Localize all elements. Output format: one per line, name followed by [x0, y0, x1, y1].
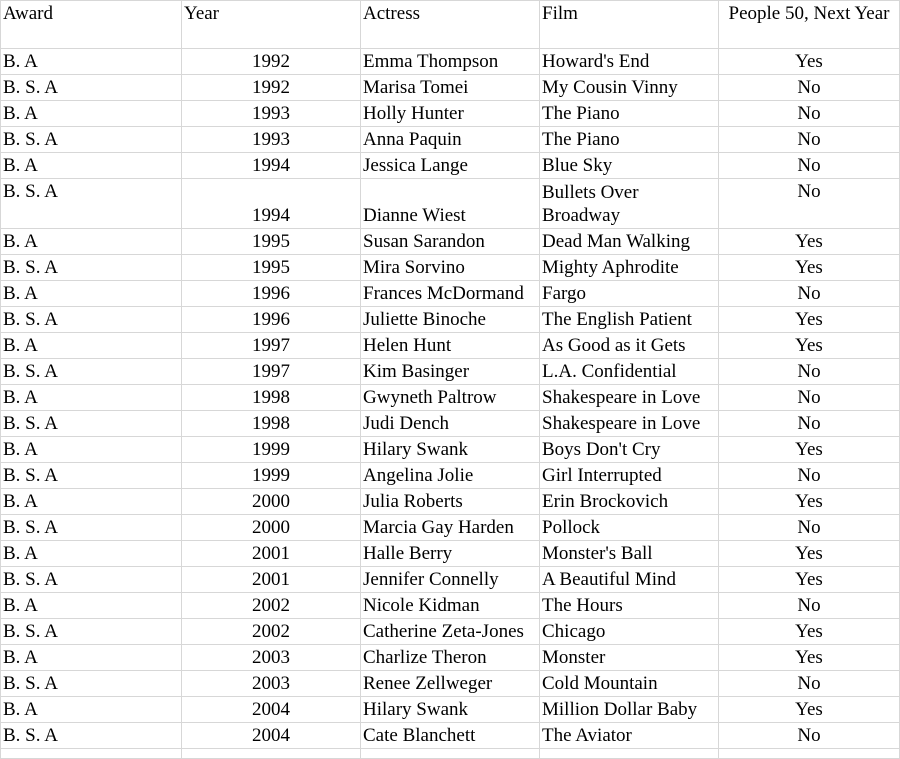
actress-cell: Helen Hunt [361, 333, 540, 359]
people-50-next-year-cell: No [719, 127, 900, 153]
actress-cell: Emma Thompson [361, 49, 540, 75]
year-cell: 1992 [182, 75, 361, 101]
award-cell: B. S. A [0, 307, 182, 333]
actress-cell: Jessica Lange [361, 153, 540, 179]
film-cell: Girl Interrupted [540, 463, 719, 489]
film-cell: Chicago [540, 619, 719, 645]
people-50-next-year-cell: No [719, 515, 900, 541]
film-cell: The Aviator [540, 723, 719, 749]
year-cell: 1994 [182, 153, 361, 179]
actress-cell: Hilary Swank [361, 697, 540, 723]
actress-cell: Julia Roberts [361, 489, 540, 515]
actress-cell: Halle Berry [361, 541, 540, 567]
year-cell: 1998 [182, 411, 361, 437]
year-cell: 2003 [182, 671, 361, 697]
table-edge [719, 749, 900, 759]
year-cell: 1995 [182, 229, 361, 255]
actress-cell: Juliette Binoche [361, 307, 540, 333]
people-50-next-year-cell: Yes [719, 489, 900, 515]
film-cell: The Piano [540, 127, 719, 153]
people-50-next-year-cell: Yes [719, 333, 900, 359]
actress-cell: Dianne Wiest [361, 179, 540, 229]
actress-cell: Judi Dench [361, 411, 540, 437]
film-cell: Erin Brockovich [540, 489, 719, 515]
people-50-next-year-cell: Yes [719, 541, 900, 567]
actress-cell: Cate Blanchett [361, 723, 540, 749]
people-50-next-year-cell: No [719, 281, 900, 307]
header-actress: Actress [361, 0, 540, 49]
award-cell: B. A [0, 153, 182, 179]
actress-cell: Charlize Theron [361, 645, 540, 671]
year-cell: 2004 [182, 723, 361, 749]
film-cell: The Hours [540, 593, 719, 619]
year-cell: 1993 [182, 101, 361, 127]
actress-cell: Frances McDormand [361, 281, 540, 307]
header-year: Year [182, 0, 361, 49]
year-cell: 1992 [182, 49, 361, 75]
year-cell: 2000 [182, 515, 361, 541]
actress-cell: Kim Basinger [361, 359, 540, 385]
year-cell: 1999 [182, 437, 361, 463]
actress-cell: Marisa Tomei [361, 75, 540, 101]
film-cell: Monster's Ball [540, 541, 719, 567]
film-cell: A Beautiful Mind [540, 567, 719, 593]
year-cell: 1996 [182, 281, 361, 307]
award-cell: B. S. A [0, 255, 182, 281]
actress-cell: Gwyneth Paltrow [361, 385, 540, 411]
award-cell: B. A [0, 281, 182, 307]
people-50-next-year-cell: Yes [719, 619, 900, 645]
award-cell: B. A [0, 229, 182, 255]
people-50-next-year-cell: No [719, 179, 900, 229]
table-edge [182, 749, 361, 759]
actress-cell: Catherine Zeta-Jones [361, 619, 540, 645]
award-cell: B. S. A [0, 75, 182, 101]
table-edge [540, 749, 719, 759]
year-cell: 1997 [182, 359, 361, 385]
year-cell: 1995 [182, 255, 361, 281]
people-50-next-year-cell: Yes [719, 645, 900, 671]
people-50-next-year-cell: Yes [719, 229, 900, 255]
film-cell: Boys Don't Cry [540, 437, 719, 463]
year-cell: 1999 [182, 463, 361, 489]
year-cell: 2000 [182, 489, 361, 515]
film-cell: L.A. Confidential [540, 359, 719, 385]
award-cell: B. S. A [0, 127, 182, 153]
award-cell: B. S. A [0, 411, 182, 437]
actress-cell: Marcia Gay Harden [361, 515, 540, 541]
people-50-next-year-cell: No [719, 385, 900, 411]
people-50-next-year-cell: Yes [719, 697, 900, 723]
film-cell: Bullets Over Broadway [540, 179, 719, 229]
people-50-next-year-cell: Yes [719, 567, 900, 593]
year-cell: 1997 [182, 333, 361, 359]
award-cell: B. S. A [0, 723, 182, 749]
people-50-next-year-cell: Yes [719, 255, 900, 281]
people-50-next-year-cell: No [719, 593, 900, 619]
award-cell: B. A [0, 645, 182, 671]
film-cell: Fargo [540, 281, 719, 307]
actress-cell: Hilary Swank [361, 437, 540, 463]
award-cell: B. A [0, 385, 182, 411]
people-50-next-year-cell: Yes [719, 49, 900, 75]
film-cell: Mighty Aphrodite [540, 255, 719, 281]
film-cell: Blue Sky [540, 153, 719, 179]
year-cell: 1994 [182, 179, 361, 229]
award-cell: B. A [0, 101, 182, 127]
year-cell: 1996 [182, 307, 361, 333]
year-cell: 1993 [182, 127, 361, 153]
people-50-next-year-cell: No [719, 75, 900, 101]
award-cell: B. A [0, 333, 182, 359]
year-cell: 2004 [182, 697, 361, 723]
award-cell: B. S. A [0, 463, 182, 489]
film-cell: Monster [540, 645, 719, 671]
actress-cell: Angelina Jolie [361, 463, 540, 489]
header-people-50-next-year: People 50, Next Year [719, 0, 900, 49]
actress-cell: Jennifer Connelly [361, 567, 540, 593]
actress-cell: Mira Sorvino [361, 255, 540, 281]
film-cell: The English Patient [540, 307, 719, 333]
award-cell: B. S. A [0, 671, 182, 697]
film-cell: Shakespeare in Love [540, 385, 719, 411]
year-cell: 2002 [182, 619, 361, 645]
film-cell: As Good as it Gets [540, 333, 719, 359]
people-50-next-year-cell: No [719, 723, 900, 749]
film-cell: The Piano [540, 101, 719, 127]
film-cell: Million Dollar Baby [540, 697, 719, 723]
actress-cell: Anna Paquin [361, 127, 540, 153]
year-cell: 2003 [182, 645, 361, 671]
award-cell: B. S. A [0, 359, 182, 385]
film-cell: Pollock [540, 515, 719, 541]
actress-cell: Renee Zellweger [361, 671, 540, 697]
actress-cell: Susan Sarandon [361, 229, 540, 255]
people-50-next-year-cell: No [719, 359, 900, 385]
award-cell: B. A [0, 697, 182, 723]
header-film: Film [540, 0, 719, 49]
year-cell: 2001 [182, 541, 361, 567]
actress-cell: Holly Hunter [361, 101, 540, 127]
people-50-next-year-cell: No [719, 411, 900, 437]
award-cell: B. A [0, 593, 182, 619]
people-50-next-year-cell: No [719, 671, 900, 697]
year-cell: 2001 [182, 567, 361, 593]
film-cell: Dead Man Walking [540, 229, 719, 255]
people-50-next-year-cell: Yes [719, 307, 900, 333]
people-50-next-year-cell: No [719, 153, 900, 179]
award-cell: B. A [0, 489, 182, 515]
people-50-next-year-cell: No [719, 101, 900, 127]
film-cell: Shakespeare in Love [540, 411, 719, 437]
year-cell: 2002 [182, 593, 361, 619]
header-award: Award [0, 0, 182, 49]
film-cell: Howard's End [540, 49, 719, 75]
award-cell: B. A [0, 49, 182, 75]
actress-cell: Nicole Kidman [361, 593, 540, 619]
award-cell: B. S. A [0, 179, 182, 229]
table-edge [361, 749, 540, 759]
year-cell: 1998 [182, 385, 361, 411]
award-cell: B. S. A [0, 619, 182, 645]
film-cell: My Cousin Vinny [540, 75, 719, 101]
film-cell: Cold Mountain [540, 671, 719, 697]
table-edge [0, 749, 182, 759]
award-cell: B. A [0, 541, 182, 567]
people-50-next-year-cell: Yes [719, 437, 900, 463]
award-cell: B. A [0, 437, 182, 463]
people-50-next-year-cell: No [719, 463, 900, 489]
award-cell: B. S. A [0, 515, 182, 541]
award-cell: B. S. A [0, 567, 182, 593]
